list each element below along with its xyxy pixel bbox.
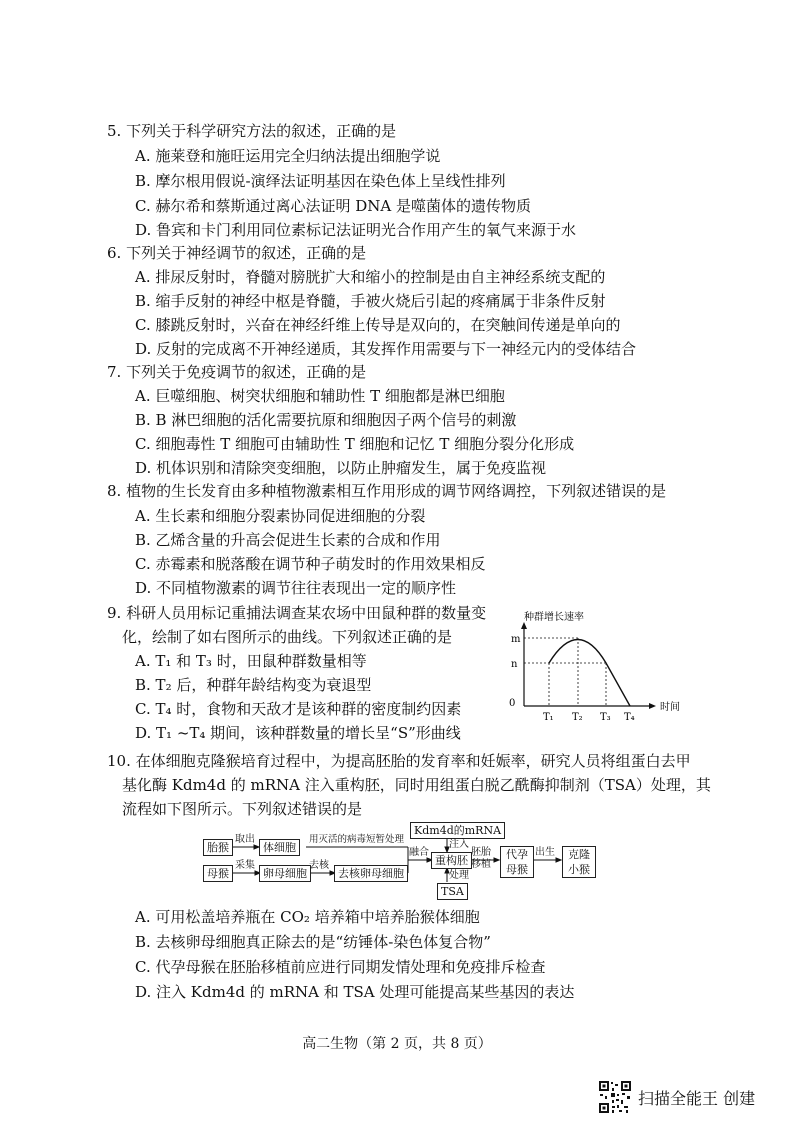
option-d: D. 机体识别和清除突变细胞，以防止肿瘤发生，属于免疫监视 <box>135 459 547 477</box>
x-tick-t3: T₃ <box>600 712 611 723</box>
birth-label: 出生 <box>535 847 555 858</box>
y-tick-n: n <box>511 659 518 670</box>
mother-monkey-box: 母猴 <box>203 865 233 882</box>
option-b: B. 摩尔根用假说-演绎法证明基因在染色体上呈线性排列 <box>135 172 506 190</box>
question-stem: 7. 下列关于免疫调节的叙述，正确的是 <box>107 363 367 381</box>
option-d: D. 不同植物激素的调节往往表现出一定的顺序性 <box>135 579 457 597</box>
option-c: C. T₄ 时，食物和天敌才是该种群的密度制约因素 <box>135 700 462 718</box>
question-stem: 5. 下列关于科学研究方法的叙述，正确的是 <box>107 122 397 140</box>
question-stem: 6. 下列关于神经调节的叙述，正确的是 <box>107 244 367 262</box>
option-a: A. 生长素和细胞分裂素协同促进细胞的分裂 <box>135 507 426 525</box>
tsa-box: TSA <box>437 883 468 900</box>
enucleate-label: 去核 <box>309 860 329 871</box>
option-a: A. T₁ 和 T₃ 时，田鼠种群数量相等 <box>135 652 367 670</box>
clone-box: 克隆小猴 <box>562 846 596 878</box>
qr-code-icon <box>598 1080 632 1114</box>
x-axis-label: 时间 <box>660 702 680 713</box>
y-tick-zero: 0 <box>509 698 516 709</box>
option-d: D. 鲁宾和卡门利用同位素标记法证明光合作用产生的氧气来源于水 <box>135 221 577 239</box>
question-stem-line1: 9. 科研人员用标记重捕法调查某农场中田鼠种群的数量变 <box>107 604 487 622</box>
question-stem: 8. 植物的生长发育由多种植物激素相互作用形成的调节网络调控，下列叙述错误的是 <box>107 482 667 500</box>
option-b: B. T₂ 后，种群年龄结构变为衰退型 <box>135 676 372 694</box>
reconstructed-embryo-box: 重构胚 <box>431 852 472 869</box>
option-d: D. 注入 Kdm4d 的 mRNA 和 TSA 处理可能提高某些基因的表达 <box>135 983 575 1001</box>
scanner-watermark: 扫描全能王 创建 <box>638 1089 756 1108</box>
page-footer: 高二生物（第 2 页，共 8 页） <box>302 1036 492 1052</box>
option-a: A. 可用松盖培养瓶在 CO₂ 培养箱中培养胎猴体细胞 <box>135 908 480 926</box>
option-a: A. 排尿反射时，脊髓对膀胱扩大和缩小的控制是由自主神经系统支配的 <box>135 268 606 286</box>
option-c: C. 细胞毒性 T 细胞可由辅助性 T 细胞和记忆 T 细胞分裂分化形成 <box>135 435 575 453</box>
somatic-cell-box: 体细胞 <box>259 839 300 856</box>
surrogate-box: 代孕母猴 <box>500 846 534 878</box>
enucleated-oocyte-box: 去核卵母细胞 <box>334 865 408 882</box>
virus-label: 用灭活的病毒短暂处理 <box>309 834 405 845</box>
option-c: C. 膝跳反射时，兴奋在神经纤维上传导是双向的，在突触间传递是单向的 <box>135 316 621 334</box>
question-stem-line2: 基化酶 Kdm4d 的 mRNA 注入重构胚，同时用组蛋白脱乙酰酶抑制剂（TSA）处理，其 <box>122 776 711 794</box>
transfer-label: 胚胎移植 <box>471 847 491 870</box>
take-out-label: 取出 <box>235 834 255 845</box>
oocyte-box: 卵母细胞 <box>259 865 311 882</box>
y-tick-m: m <box>511 634 521 645</box>
option-b: B. 乙烯含量的升高会促进生长素的合成和作用 <box>135 531 441 549</box>
option-a: A. 施莱登和施旺运用完全归纳法提出细胞学说 <box>135 147 441 165</box>
option-b: B. 缩手反射的神经中枢是脊髓，手被火烧后引起的疼痛属于非条件反射 <box>135 292 606 310</box>
inject-label: 注入 <box>449 839 469 850</box>
y-axis-label: 种群增长速率 <box>524 612 584 623</box>
mrna-box: Kdm4d的mRNA <box>410 822 505 839</box>
option-a: A. 巨噬细胞、树突状细胞和辅助性 T 细胞都是淋巴细胞 <box>135 387 505 405</box>
question-stem-line1: 10. 在体细胞克隆猴培育过程中，为提高胚胎的发育率和妊娠率，研究人员将组蛋白去甲 <box>107 752 691 770</box>
option-d: D. 反射的完成离不开神经递质，其发挥作用需要与下一神经元内的受体结合 <box>135 340 637 358</box>
option-c: C. 代孕母猴在胚胎移植前应进行同期发情处理和免疫排斥检查 <box>135 958 546 976</box>
x-tick-t1: T₁ <box>543 712 554 723</box>
option-c: C. 赫尔希和蔡斯通过离心法证明 DNA 是噬菌体的遗传物质 <box>135 197 532 215</box>
option-c: C. 赤霉素和脱落酸在调节种子萌发时的作用效果相反 <box>135 555 486 573</box>
collect-label: 采集 <box>235 860 255 871</box>
option-d: D. T₁ ~T₄ 期间，该种群数量的增长呈“S”形曲线 <box>135 724 461 742</box>
x-tick-t4: T₄ <box>624 712 635 723</box>
fuse-label: 融合 <box>409 847 429 858</box>
fetal-monkey-box: 胎猴 <box>203 839 233 856</box>
x-tick-t2: T₂ <box>572 712 583 723</box>
question-stem-line3: 流程如下图所示。下列叙述错误的是 <box>122 800 363 818</box>
question-stem-line2: 化，绘制了如右图所示的曲线。下列叙述正确的是 <box>122 628 453 646</box>
option-b: B. B 淋巴细胞的活化需要抗原和细胞因子两个信号的刺激 <box>135 411 517 429</box>
treat-label: 处理 <box>449 870 469 881</box>
option-b: B. 去核卵母细胞真正除去的是“纺锤体-染色体复合物” <box>135 933 491 951</box>
